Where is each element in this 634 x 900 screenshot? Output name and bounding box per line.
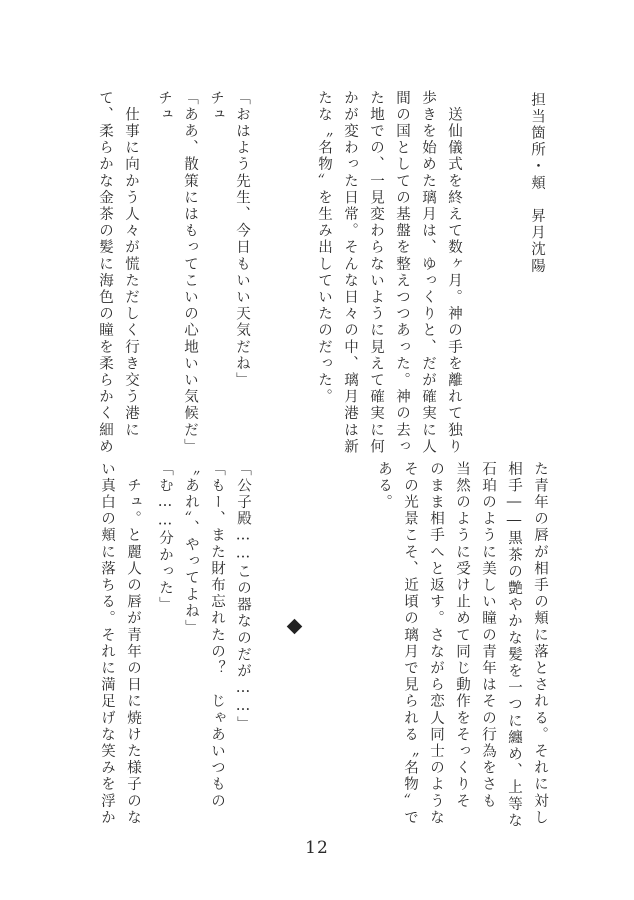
text-line: チュ。と麗人の唇が青年の日に焼けた様子のな — [125, 461, 141, 827]
text-line: のまま相手へと返す。さながら恋人同士のような — [428, 461, 444, 827]
text-line: たな〝名物〟を生み出していたのだった。 — [316, 90, 332, 406]
text-line: 仕事に向かう人々が慌ただしく行き交う港に — [123, 90, 139, 439]
text-line: 歩きを始めた璃月は、ゆっくりと、だが確実に人 — [420, 90, 436, 456]
text-line: て、柔らかな金茶の髪に海色の瞳を柔らかく細め — [97, 90, 113, 456]
page-number: 12 — [305, 838, 329, 858]
text-line: かが変わった日常。そんな日々の中、璃月港は新 — [342, 90, 358, 456]
text-line: た青年の唇が相手の頬に落とされる。それに対し — [532, 461, 548, 827]
dialogue-line: 「ああ、散策にはもってこいの心地いい気候だ」 — [182, 90, 198, 456]
section-break-diamond-icon — [287, 619, 303, 635]
text-line: 送仙儀式を終えて数ヶ月。神の手を離れて独り — [446, 90, 462, 456]
text-line: 石珀のように美しい瞳の青年はその行為をさも — [480, 461, 496, 810]
text-line: ある。 — [376, 461, 392, 511]
text-line: 当然のように受け止めて同じ動作をそっくりそ — [454, 461, 470, 810]
dialogue-line: 「公子殿……この器なのだが……」 — [235, 461, 251, 733]
text-line: チュ — [156, 90, 172, 124]
text-line: 間の国としての基盤を整えつつあった。神の去っ — [394, 90, 410, 456]
dialogue-line: 「おはよう先生、今日もいい天気だね」 — [234, 90, 250, 389]
text-line: その光景こそ、近頃の璃月で見られる〝名物〟で — [402, 461, 418, 827]
text-line: い真白の頬に落ちる。それに満足げな笑みを浮か — [99, 461, 115, 827]
dialogue-line: 〝あれ〟、やってよね」 — [183, 461, 199, 637]
dialogue-line: 「もー、また財布忘れたの？ じゃあいつもの — [209, 461, 225, 810]
dialogue-line: 「む……分かった」 — [157, 461, 173, 614]
text-line: 相手――黒茶の艶やかな髪を一つに纏め、上等な — [506, 461, 522, 830]
chapter-header: 担当箇所・頬 昇月沈陽 — [529, 92, 545, 275]
text-line: た地での、一見変わらないように見えて確実に何 — [368, 90, 384, 456]
text-line: チュ — [208, 90, 224, 124]
